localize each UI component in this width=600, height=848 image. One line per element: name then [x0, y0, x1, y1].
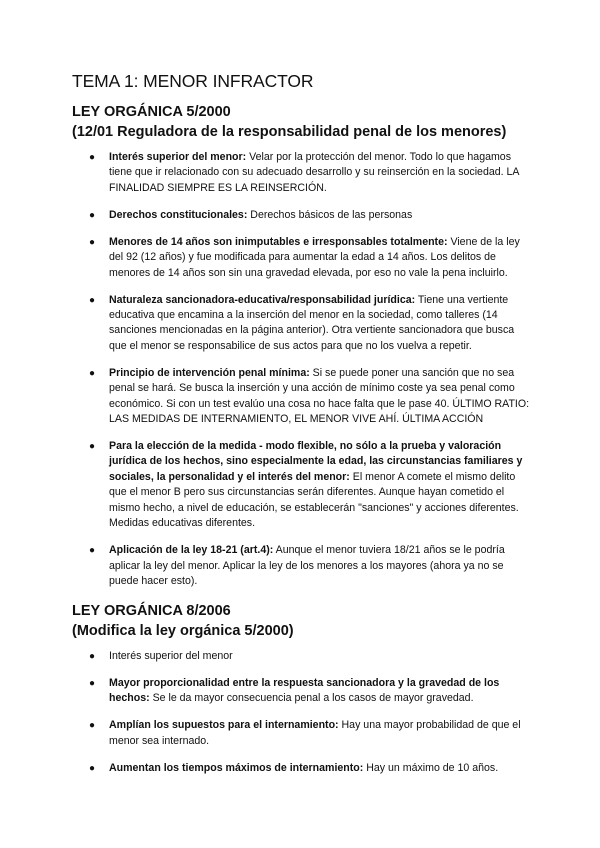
- section-lo-8-2006: [72, 601, 530, 776]
- item-term: Amplían los supuestos para el internamiento:: [109, 719, 339, 732]
- bullet-icon: ●: [89, 294, 96, 306]
- list-item: [89, 208, 530, 223]
- list-item: [89, 761, 530, 776]
- section-heading: LEY ORGÁNICA 5/2000: [72, 104, 231, 120]
- item-text: Aunque el menor tuviera 18/21 años se le podría aplicar la ley del menor. Aplicar la ley de los menores a los mayores (ahora ya no se puede hacer esto).: [109, 544, 505, 587]
- item-text: Hay una mayor probabilidad de que el menor sea internado.: [109, 719, 521, 747]
- bullet-icon: ●: [89, 152, 96, 163]
- item-text: Tiene una vertiente educativa que encamina a la inserción del menor en la sociedad, como talleres (14 sanciones mencionadas en la página anterior). Otra vertiente sancionadora que busca que el menor se responsabilice de sus actos para que no los vuelva a repetir.: [109, 293, 515, 352]
- item-text: Se le da mayor consecuencia penal a los casos de mayor gravedad.: [149, 692, 474, 705]
- bullet-icon: ●: [89, 441, 96, 453]
- bullet-icon: ●: [89, 367, 96, 379]
- list-item: [89, 649, 530, 664]
- item-text: Velar por la protección del menor. Todo lo que hagamos tiene que ir relacionado con su adecuado desarrollo y su reinserción en la sociedad. LA FINALIDAD SIEMPRE ES LA REINSERCIÓN.: [109, 151, 519, 194]
- item-term: Aplicación de la ley 18-21 (art.4):: [109, 544, 274, 557]
- item-text: Hay un máximo de 10 años.: [363, 761, 499, 774]
- section-subheading: (12/01 Reguladora de la responsabilidad penal de los menores): [72, 124, 507, 140]
- bullet-icon: ●: [89, 236, 96, 248]
- list-item: [89, 543, 530, 589]
- section-subheading: (Modifica la ley orgánica 5/2000): [72, 622, 294, 639]
- item-term: Mayor proporcionalidad entre la respuesta sancionadora y la gravedad de los hechos:: [109, 676, 500, 705]
- item-text: El menor A comete el mismo delito que el menor B pero sus circunstancias serán diferentes. Aunque hayan cometido el mismo hecho, a nivel de educación, se establecerán "sanciones" y acciones diferentes. Medidas educativas diferentes.: [109, 470, 519, 530]
- item-term: Principio de intervención penal mínima:: [109, 366, 310, 379]
- item-text: Interés superior del menor: [109, 649, 233, 662]
- list-item: [89, 718, 530, 749]
- list-item: [89, 676, 530, 707]
- section-heading: LEY ORGÁNICA 8/2006: [72, 602, 231, 619]
- item-text: Si se puede poner una sanción que no sea penal se hará. Se busca la inserción y una acción de mínimo coste ya sea penal como económico. Si con un test evalúo una cosa no hace falta que le pase 40. ÚLTIMO RATIO: LAS MEDIDAS DE INTERNAMIENTO, EL MENOR VIVE AHÍ. ÚLTIMA ACCIÓN: [109, 366, 530, 426]
- bullet-icon: ●: [89, 677, 96, 689]
- list-item: [89, 293, 530, 355]
- item-term: Interés superior del menor:: [109, 151, 247, 163]
- list-item: [89, 366, 530, 428]
- item-term: Naturaleza sancionadora-educativa/responsabilidad jurídica:: [109, 293, 416, 306]
- list-item: [89, 150, 530, 196]
- bullet-list: [72, 150, 530, 589]
- item-text: Derechos básicos de las personas: [247, 208, 413, 221]
- list-item: [89, 439, 530, 531]
- item-term: Menores de 14 años son inimputables e irresponsables totalmente:: [109, 235, 448, 248]
- bullet-icon: ●: [89, 762, 96, 774]
- document-title: TEMA 1: MENOR INFRACTOR: [72, 71, 314, 91]
- bullet-icon: ●: [89, 650, 96, 662]
- section-lo-5-2000: [72, 102, 530, 589]
- item-text: Viene de la ley del 92 (12 años) y fue modificada para aumentar la edad a 14 años. Los delitos de menores de 14 años son sin una gravedad elevada, por eso no vale la pena incluirlo.: [109, 235, 520, 279]
- list-item: [89, 235, 530, 281]
- item-term: Para la elección de la medida - modo flexible, no sólo a la prueba y valoración jurídica de los hechos, sino especialmente la edad, las circunstancias familiares y sociales, la personalidad y el interés del menor:: [109, 440, 523, 483]
- item-term: Derechos constitucionales:: [109, 208, 248, 221]
- bullet-icon: ●: [89, 720, 96, 732]
- bullet-icon: ●: [89, 209, 96, 221]
- bullet-icon: ●: [89, 545, 96, 557]
- bullet-list: [72, 649, 530, 776]
- item-term: Aumentan los tiempos máximos de internamiento:: [109, 761, 364, 774]
